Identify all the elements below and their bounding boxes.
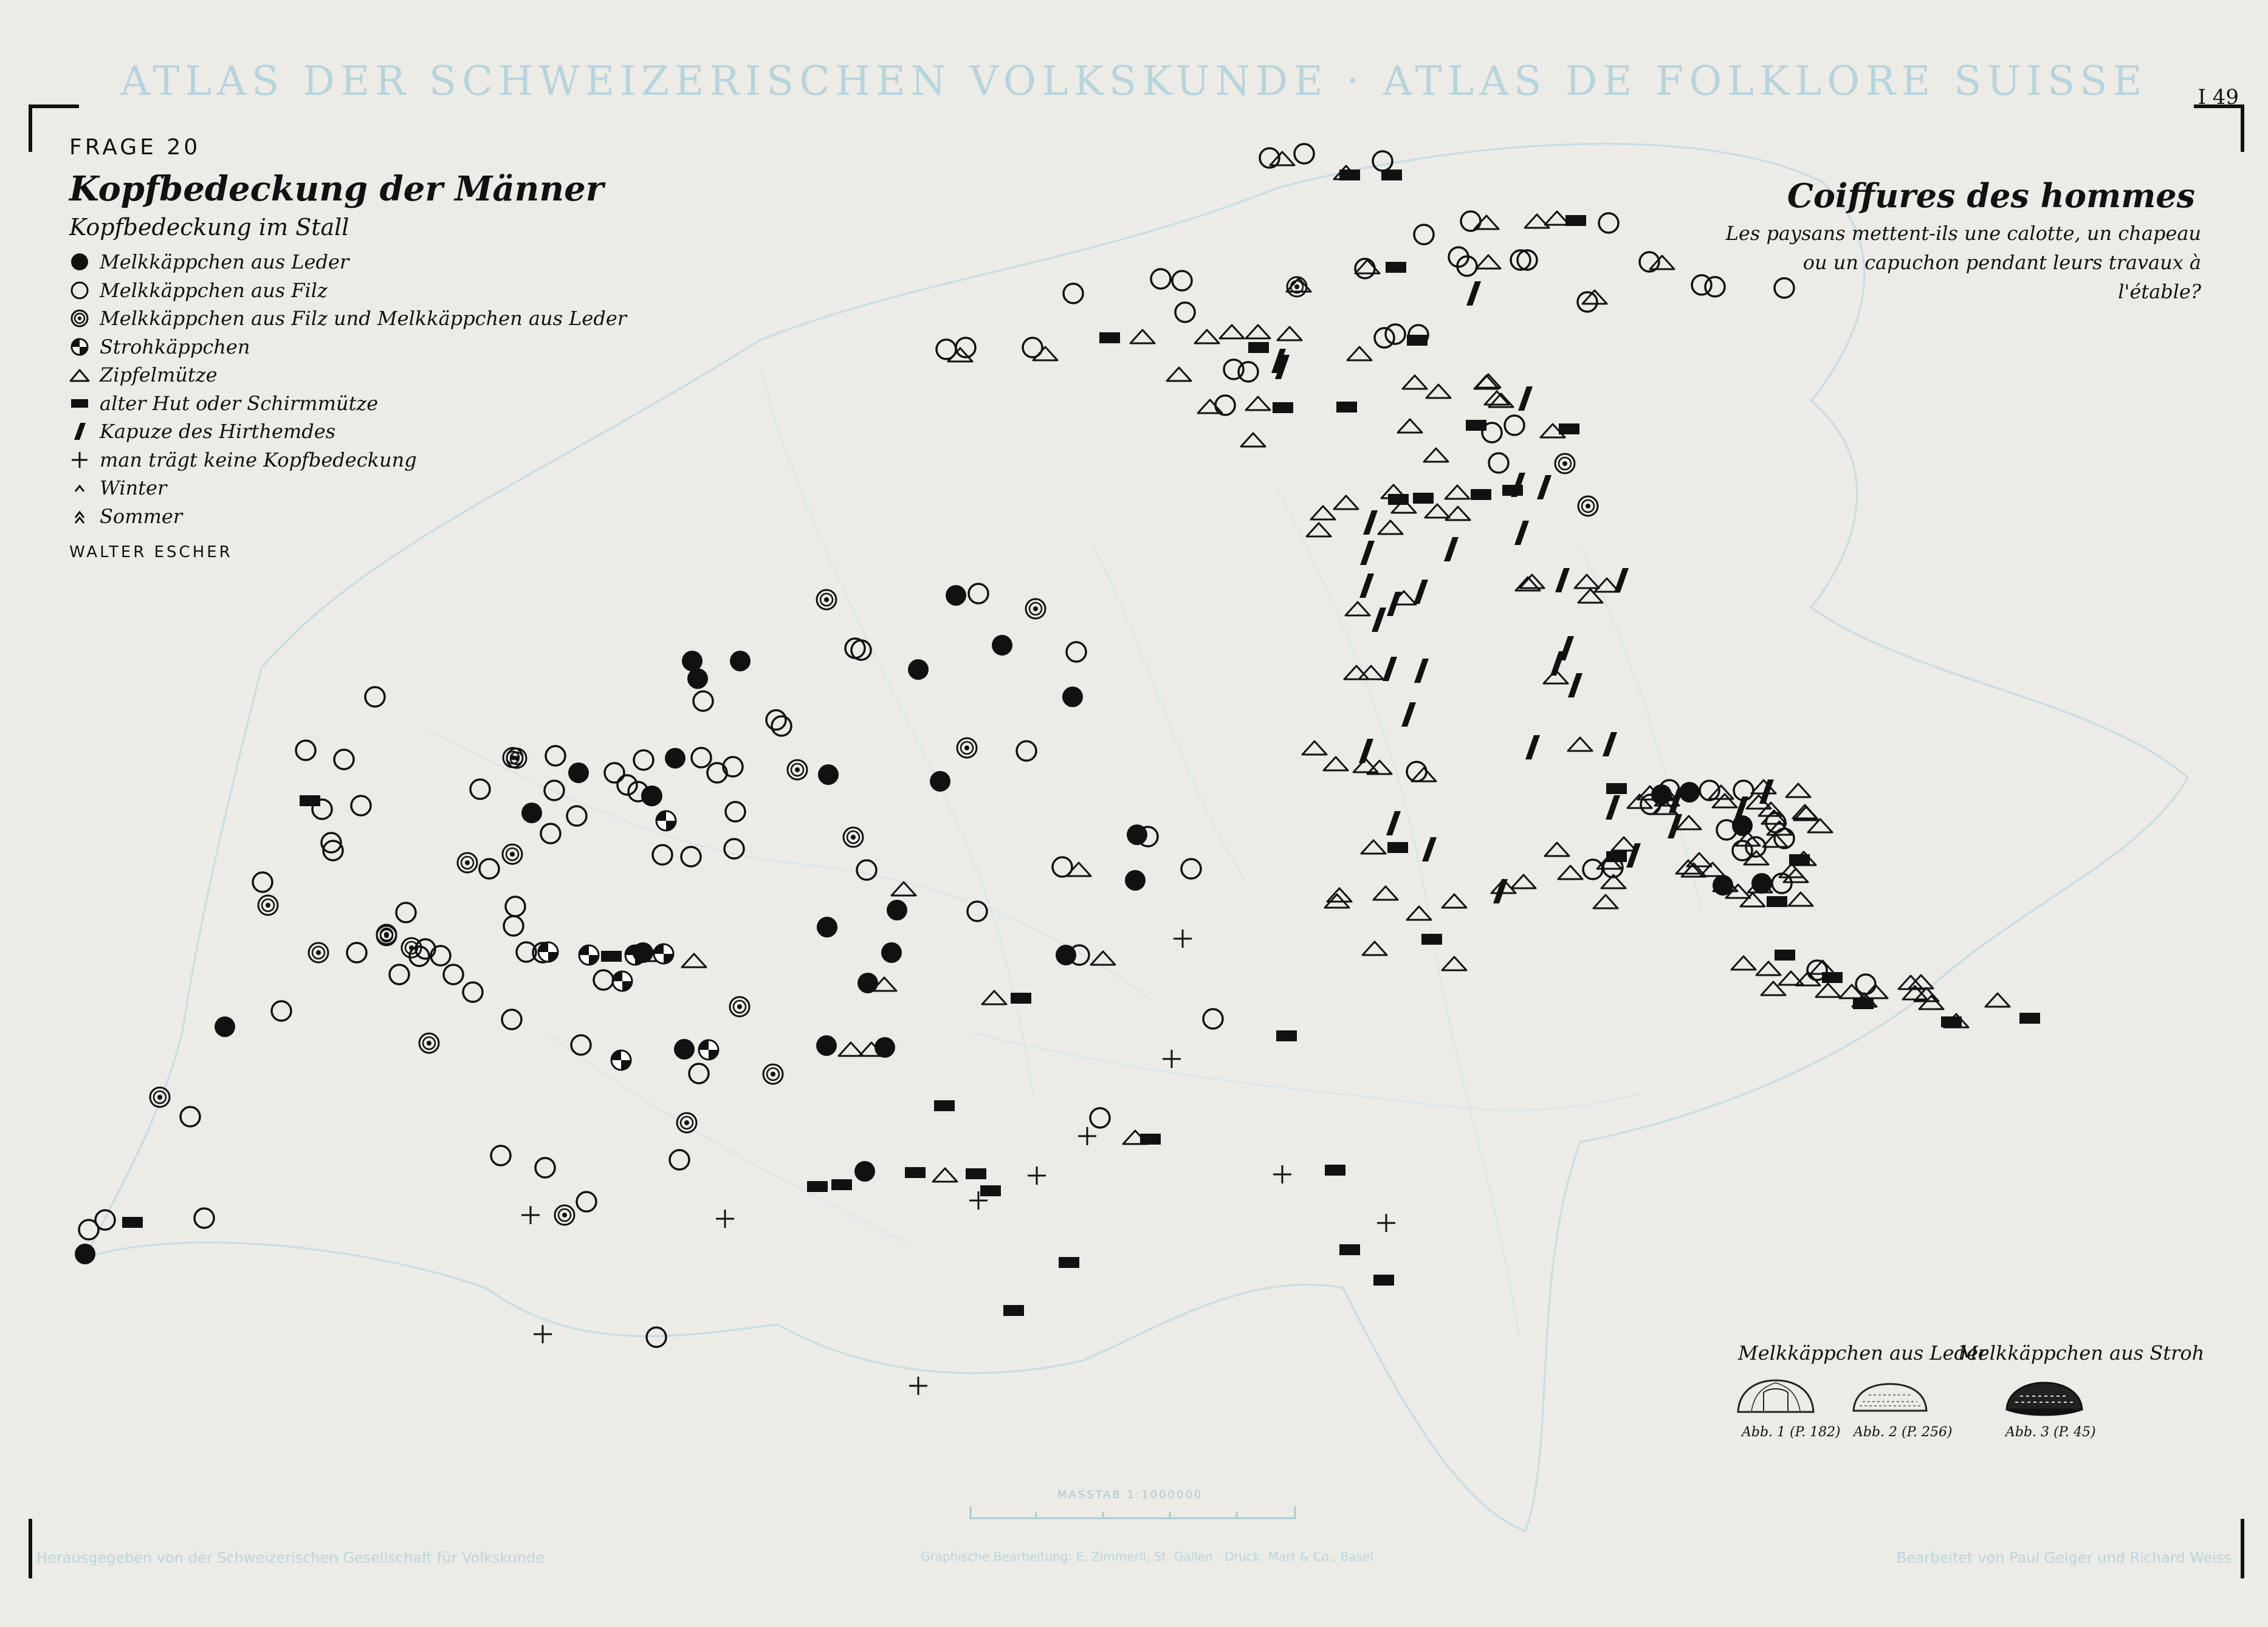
felt-cap-marker — [571, 1035, 591, 1055]
felt-cap-marker — [396, 903, 416, 922]
no-headwear-marker — [1028, 1166, 1046, 1185]
felt-cap-marker — [692, 748, 711, 767]
pointed-cap-marker — [1445, 485, 1469, 499]
felt-cap-marker — [1294, 144, 1314, 163]
old-hat-marker — [2019, 1013, 2040, 1024]
hood-marker — [1360, 541, 1375, 565]
old-hat-marker — [1336, 402, 1357, 413]
legend-label: Melkkäppchen aus Leder — [100, 250, 349, 274]
felt-and-leather-cap-marker — [258, 896, 278, 915]
pointed-cap-marker — [1545, 843, 1569, 856]
question-text-french: Les paysans mettent-ils une calotte, un chapeau ou un capuchon pendant leurs travaux à l'étable? — [1725, 222, 2201, 303]
pointed-cap-marker — [1741, 893, 1765, 906]
felt-cap-marker — [1375, 328, 1394, 348]
leather-cap-marker — [521, 803, 542, 823]
pointed-cap-marker — [1425, 504, 1449, 518]
felt-cap-marker — [347, 943, 366, 962]
felt-cap-marker — [681, 847, 701, 866]
felt-cap-marker — [546, 746, 565, 766]
felt-and-leather-cap-marker — [844, 827, 863, 847]
felt-and-leather-cap-marker — [309, 943, 328, 962]
hood-marker — [1525, 735, 1540, 759]
pointed-cap-marker — [1731, 956, 1756, 970]
hood-marker — [1466, 281, 1481, 306]
pointed-cap-marker — [1246, 397, 1270, 410]
leather-cap-illustration — [1733, 1374, 1818, 1423]
pointed-cap-marker — [1345, 602, 1370, 615]
felt-and-leather-cap-marker — [1578, 496, 1598, 516]
old-hat-marker — [1386, 262, 1406, 273]
hood-marker — [1518, 386, 1533, 411]
felt-cap-marker — [502, 1010, 521, 1029]
leather-cap-marker — [682, 651, 703, 671]
pointed-cap-marker — [1398, 419, 1422, 433]
felt-cap-marker — [463, 982, 483, 1002]
pointed-cap-marker — [982, 991, 1006, 1004]
leather-cap-marker — [641, 786, 662, 806]
old-hat-marker — [1387, 842, 1408, 853]
old-hat-marker — [1559, 423, 1579, 434]
felt-and-leather-cap-marker — [730, 997, 749, 1016]
old-hat-marker — [1775, 950, 1795, 961]
pointed-cap-marker — [1033, 347, 1057, 360]
felt-cap-marker — [1692, 275, 1711, 295]
pointed-cap-marker — [1277, 327, 1302, 340]
hood-marker — [1444, 537, 1459, 561]
pointed-cap-marker — [1241, 433, 1265, 447]
felt-cap-marker — [194, 1208, 214, 1228]
pointed-cap-marker — [1612, 837, 1636, 851]
leather-cap-marker — [665, 748, 686, 769]
pointed-cap-marker — [1407, 906, 1431, 920]
felt-cap-marker — [1215, 396, 1235, 415]
old-hat-marker — [1565, 215, 1586, 226]
pointed-cap-marker — [1761, 982, 1785, 995]
leather-cap-marker — [568, 762, 589, 783]
hood-marker — [1401, 702, 1416, 727]
pointed-cap-marker — [682, 954, 706, 967]
old-hat-marker — [1276, 1030, 1297, 1041]
felt-cap-marker — [272, 1001, 291, 1021]
felt-and-leather-cap-marker — [957, 738, 977, 758]
pointed-cap-marker — [839, 1043, 863, 1056]
pointed-cap-marker — [1426, 385, 1451, 398]
felt-cap-marker — [1407, 762, 1426, 781]
legend-label: Melkkäppchen aus Filz und Melkkäppchen aus Leder — [100, 307, 627, 331]
hood-marker — [1372, 608, 1386, 632]
felt-cap-marker — [647, 1327, 666, 1347]
hood-marker — [1414, 580, 1428, 604]
felt-and-leather-cap-marker — [817, 590, 836, 609]
pointed-cap-marker — [1270, 152, 1294, 165]
no-headwear-marker — [521, 1206, 540, 1224]
felt-cap-marker — [444, 965, 463, 984]
pointed-cap-marker — [1311, 506, 1335, 519]
pointed-cap-marker — [1347, 347, 1372, 360]
felt-cap-marker — [180, 1107, 200, 1126]
leather-cap-marker — [674, 1039, 695, 1060]
felt-cap-marker — [1489, 453, 1508, 473]
felt-cap-marker — [605, 763, 624, 783]
felt-cap-marker — [296, 741, 315, 760]
felt-cap-marker — [724, 839, 744, 858]
no-headwear-marker — [716, 1210, 734, 1228]
leather-cap-marker — [1651, 784, 1672, 805]
old-hat-marker — [934, 1100, 955, 1111]
felt-and-leather-cap-marker — [503, 844, 522, 864]
pointed-cap-marker — [1220, 325, 1244, 338]
felt-and-leather-cap-marker — [763, 1064, 783, 1084]
old-hat-marker — [1273, 402, 1293, 413]
legend-label: man trägt keine Kopfbedeckung — [100, 448, 417, 471]
old-hat-marker — [1339, 1244, 1360, 1255]
hood-marker — [1359, 574, 1374, 598]
figure-heading-straw: Melkkäppchen aus Stroh — [1958, 1341, 2205, 1365]
old-hat-marker — [1822, 972, 1843, 983]
leather-cap-marker — [1679, 782, 1700, 803]
hood-marker — [1363, 510, 1378, 535]
felt-cap-marker — [506, 897, 525, 916]
felt-and-leather-cap-marker — [503, 748, 523, 767]
map-title-german: Kopfbedeckung der Männer — [69, 169, 604, 209]
straw-cap-marker — [699, 1040, 718, 1060]
no-headwear-marker — [1174, 930, 1192, 948]
pointed-cap-marker — [1476, 255, 1500, 269]
legend-label: Melkkäppchen aus Filz — [100, 278, 328, 302]
footer-publisher: Herausgegeben von der Schweizerischen Gesellschaft für Volkskunde — [36, 1549, 545, 1566]
legend-label: Zipfelmütze — [100, 363, 218, 387]
old-hat-marker — [1471, 489, 1491, 500]
felt-cap-marker — [634, 750, 653, 770]
pointed-cap-marker — [933, 1168, 957, 1182]
felt-cap-marker — [1151, 269, 1170, 289]
question-number: FRAGE 20 — [69, 135, 201, 160]
figure-heading-leather: Melkkäppchen aus Leder — [1738, 1341, 1988, 1365]
pointed-cap-marker — [1334, 496, 1358, 509]
hood-marker — [1606, 795, 1620, 820]
felt-cap-marker — [470, 779, 490, 799]
legend-label: Strohkäppchen — [100, 335, 250, 358]
pointed-cap-marker — [1302, 741, 1327, 755]
straw-cap-marker — [654, 944, 673, 964]
felt-cap-illustration — [1847, 1374, 1933, 1423]
felt-cap-marker — [1067, 642, 1086, 662]
leather-cap-marker — [75, 1244, 95, 1264]
author: WALTER ESCHER — [69, 543, 233, 561]
leather-cap-marker — [887, 900, 907, 920]
pointed-cap-marker — [892, 882, 916, 896]
leather-cap-marker — [930, 771, 950, 792]
old-hat-marker — [1059, 1257, 1079, 1268]
felt-cap-marker — [969, 584, 988, 603]
pointed-cap-marker — [1575, 575, 1599, 588]
felt-and-leather-cap-marker — [458, 853, 477, 872]
leather-cap-marker — [946, 585, 966, 606]
felt-cap-marker — [1414, 225, 1434, 244]
felt-cap-marker — [1733, 841, 1752, 860]
felt-cap-marker — [594, 970, 613, 990]
no-headwear-marker — [1273, 1165, 1291, 1183]
pointed-cap-marker — [1091, 951, 1115, 965]
felt-cap-marker — [1373, 151, 1392, 171]
hood-marker — [1386, 811, 1401, 835]
felt-cap-marker — [857, 860, 876, 880]
old-hat-marker — [1381, 170, 1402, 180]
pointed-cap-marker — [1195, 330, 1219, 343]
felt-cap-marker — [567, 806, 586, 826]
leather-cap-marker — [633, 942, 653, 963]
straw-cap-illustration — [2002, 1374, 2087, 1423]
pointed-cap-marker — [1756, 962, 1781, 975]
felt-cap-marker — [365, 687, 385, 707]
felt-cap-marker — [1090, 1108, 1110, 1128]
old-hat-marker — [1606, 783, 1627, 794]
leather-cap-marker — [818, 764, 839, 785]
felt-cap-marker — [1775, 829, 1794, 848]
pointed-cap-marker — [1363, 942, 1387, 955]
felt-cap-marker — [689, 1064, 709, 1083]
felt-cap-marker — [1599, 213, 1618, 233]
leather-cap-marker — [1062, 687, 1083, 707]
hood-marker — [1414, 659, 1429, 683]
old-hat-marker — [1606, 851, 1627, 862]
old-hat-marker — [1388, 494, 1409, 505]
pointed-cap-marker — [1307, 523, 1331, 536]
felt-cap-marker — [577, 1192, 596, 1211]
felt-cap-marker — [541, 824, 560, 843]
old-hat-marker — [831, 1179, 852, 1190]
atlas-header-title: ATLAS DER SCHWEIZERISCHEN VOLKSKUNDE · ATLAS DE FOLKLORE SUISSE — [120, 58, 2148, 104]
felt-cap-marker — [653, 845, 672, 865]
felt-and-leather-cap-marker — [150, 1088, 170, 1107]
hood-marker — [1537, 475, 1552, 499]
scale-bar — [969, 1504, 1297, 1522]
leather-cap-marker — [992, 635, 1012, 656]
hood-marker — [1568, 673, 1582, 697]
felt-cap-marker — [1239, 362, 1258, 382]
pointed-cap-marker — [1687, 853, 1711, 866]
pointed-cap-marker — [1593, 895, 1618, 908]
leather-cap-marker — [875, 1037, 895, 1058]
pointed-cap-marker — [1558, 866, 1582, 879]
straw-cap-marker — [579, 945, 599, 965]
felt-and-leather-cap-marker — [788, 760, 807, 779]
old-hat-marker — [1339, 170, 1360, 180]
felt-and-leather-cap-marker — [1026, 599, 1045, 618]
leather-cap-marker — [816, 1035, 837, 1056]
straw-cap-marker — [656, 811, 676, 831]
hood-marker — [1422, 837, 1437, 861]
felt-cap-marker — [617, 775, 637, 795]
felt-cap-marker — [1386, 324, 1405, 344]
felt-cap-marker — [1461, 211, 1480, 231]
felt-cap-marker — [707, 763, 727, 783]
leather-cap-marker — [1125, 870, 1146, 891]
old-hat-marker — [807, 1181, 828, 1192]
old-hat-marker — [1325, 1165, 1345, 1176]
pointed-cap-marker — [1424, 448, 1448, 462]
figure-caption-2: Abb. 2 (P. 256) — [1854, 1425, 1953, 1440]
pointed-cap-marker — [1373, 886, 1398, 900]
old-hat-marker — [1421, 934, 1442, 945]
felt-cap-marker — [504, 916, 523, 936]
old-hat-marker — [1413, 493, 1434, 504]
hood-marker — [1514, 521, 1529, 545]
pointed-cap-marker — [1650, 256, 1674, 269]
leather-cap-marker — [215, 1016, 235, 1037]
felt-cap-marker — [1181, 859, 1201, 879]
old-hat-marker — [966, 1168, 986, 1179]
footer-printing: Graphische Bearbeitung: E. Zimmerli, St. Gallen · Druck: Mart & Co., Basel — [921, 1549, 1373, 1564]
footer-editors: Bearbeitet von Paul Geiger und Richard Weiss — [1896, 1549, 2232, 1566]
no-headwear-marker — [1078, 1127, 1096, 1145]
pointed-cap-marker — [1442, 957, 1466, 970]
felt-and-leather-cap-marker — [377, 926, 396, 945]
felt-cap-marker — [1705, 277, 1725, 296]
straw-cap-marker — [611, 1050, 631, 1070]
felt-cap-marker — [1856, 974, 1875, 994]
old-hat-marker — [1099, 332, 1120, 343]
felt-cap-marker — [1775, 278, 1794, 298]
felt-cap-marker — [1064, 284, 1083, 303]
scale-label: MASSTAB 1:1000000 — [1057, 1488, 1203, 1501]
felt-cap-marker — [1578, 292, 1597, 312]
pointed-cap-marker — [1130, 330, 1155, 343]
felt-cap-marker — [1172, 271, 1192, 290]
figure-caption-3: Abb. 3 (P. 45) — [2005, 1425, 2096, 1440]
felt-cap-marker — [967, 902, 987, 921]
felt-cap-marker — [693, 691, 713, 711]
felt-cap-marker — [491, 1146, 510, 1165]
felt-cap-marker — [1505, 416, 1524, 435]
old-hat-marker — [122, 1217, 143, 1228]
straw-cap-marker — [538, 942, 558, 962]
no-headwear-marker — [1377, 1214, 1395, 1232]
leather-cap-marker — [687, 668, 708, 689]
pointed-cap-marker — [1511, 875, 1536, 888]
no-headwear-marker — [909, 1377, 927, 1395]
pointed-cap-marker — [1525, 214, 1549, 228]
hood-marker — [1603, 732, 1617, 756]
leather-cap-marker — [730, 651, 751, 671]
map-title-french: Coiffures des hommes — [1787, 176, 2195, 215]
figure-caption-1: Abb. 1 (P. 182) — [1742, 1425, 1841, 1440]
map-subtitle-german: Kopfbedeckung im Stall — [69, 214, 349, 241]
felt-and-leather-cap-marker — [555, 1205, 574, 1225]
pointed-cap-marker — [1919, 996, 1943, 1009]
old-hat-marker — [1011, 993, 1031, 1004]
pointed-cap-marker — [1361, 840, 1386, 854]
pointed-cap-marker — [1167, 368, 1191, 381]
old-hat-marker — [1003, 1305, 1024, 1316]
pointed-cap-marker — [1789, 892, 1813, 906]
old-hat-marker — [905, 1167, 926, 1178]
old-hat-marker — [1140, 1134, 1161, 1145]
legend-label: alter Hut oder Schirmmütze — [100, 391, 379, 415]
felt-cap-marker — [312, 800, 332, 819]
felt-cap-marker — [351, 796, 371, 815]
felt-cap-marker — [535, 1158, 555, 1177]
old-hat-marker — [1767, 896, 1787, 907]
felt-cap-marker — [545, 781, 564, 800]
legend-label: Sommer — [100, 504, 183, 528]
felt-and-leather-cap-marker — [1555, 454, 1575, 473]
leather-cap-marker — [1751, 873, 1772, 894]
felt-cap-marker — [1175, 303, 1195, 322]
leather-cap-marker — [854, 1161, 875, 1182]
felt-cap-marker — [334, 750, 354, 769]
felt-cap-marker — [1017, 741, 1036, 761]
felt-cap-marker — [479, 859, 499, 879]
pointed-cap-marker — [1378, 521, 1403, 534]
leather-cap-marker — [817, 917, 837, 937]
straw-cap-marker — [613, 971, 632, 991]
legend-label: Kapuze des Hirthemdes — [100, 420, 336, 444]
felt-cap-marker — [253, 872, 272, 892]
plate-number: I 49 — [2198, 85, 2239, 109]
pointed-cap-marker — [1985, 993, 2010, 1007]
pointed-cap-marker — [1246, 325, 1270, 338]
pointed-cap-marker — [1327, 888, 1352, 902]
old-hat-marker — [1853, 998, 1874, 1009]
old-hat-marker — [601, 951, 622, 962]
old-hat-marker — [980, 1185, 1001, 1196]
pointed-cap-marker — [1786, 784, 1810, 797]
felt-cap-marker — [1482, 423, 1502, 442]
leather-cap-marker — [881, 942, 902, 963]
old-hat-marker — [1248, 342, 1269, 353]
felt-and-leather-cap-marker — [402, 938, 421, 957]
hood-marker — [1555, 568, 1570, 592]
old-hat-marker — [1373, 1275, 1394, 1286]
felt-cap-marker — [726, 802, 745, 821]
felt-cap-marker — [1203, 1009, 1223, 1029]
felt-cap-marker — [670, 1150, 689, 1170]
leather-cap-marker — [908, 659, 929, 680]
pointed-cap-marker — [1324, 757, 1348, 770]
no-headwear-marker — [534, 1325, 552, 1343]
no-headwear-marker — [1163, 1050, 1181, 1068]
pointed-cap-marker — [1442, 894, 1466, 908]
pointed-cap-marker — [1403, 375, 1427, 389]
felt-cap-marker — [772, 716, 791, 736]
felt-cap-marker — [390, 965, 409, 984]
felt-and-leather-cap-marker — [419, 1033, 439, 1053]
pointed-cap-marker — [1568, 738, 1592, 751]
hood-marker — [1383, 657, 1397, 681]
felt-cap-marker — [79, 1220, 98, 1239]
pointed-cap-marker — [1779, 971, 1803, 985]
legend-label: Winter — [100, 476, 167, 500]
felt-cap-marker — [766, 710, 786, 730]
felt-and-leather-cap-marker — [677, 1113, 696, 1132]
